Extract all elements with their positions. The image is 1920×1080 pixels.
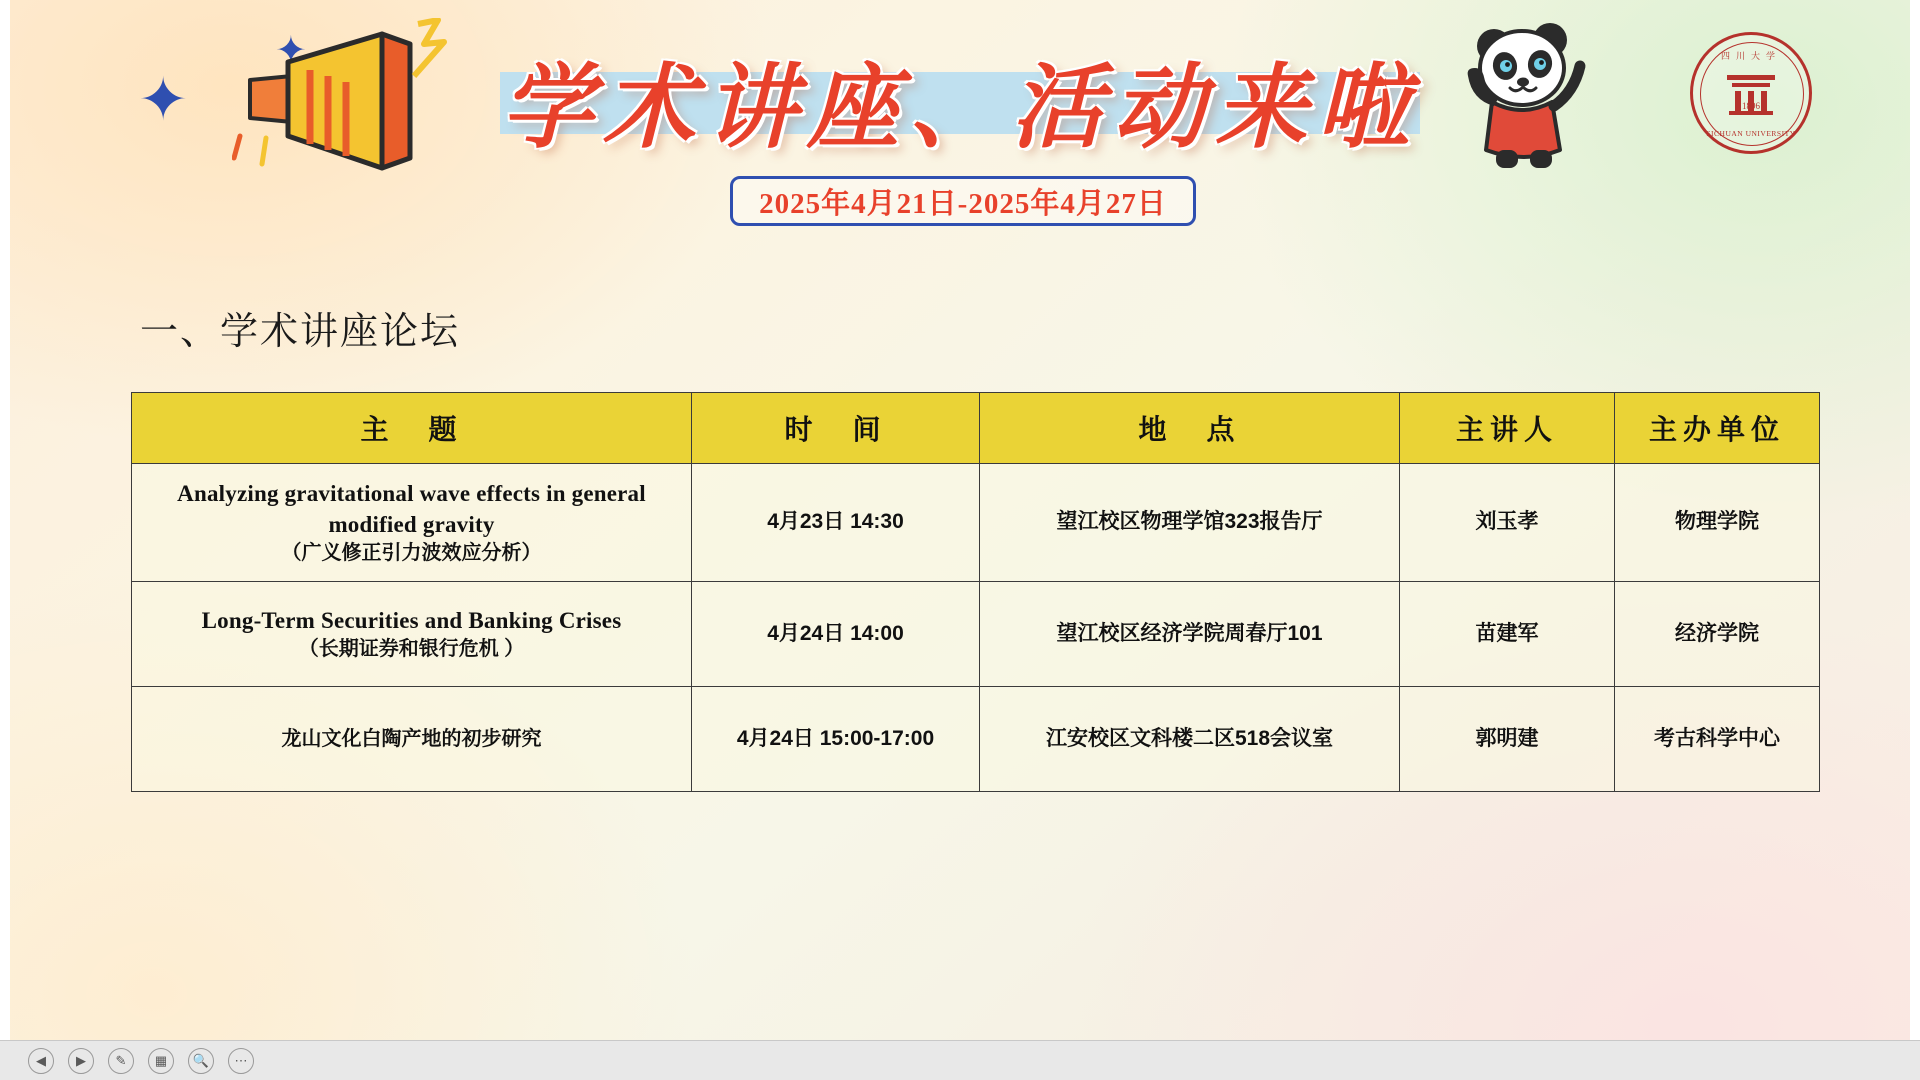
column-header-place: 地 点 <box>980 393 1400 464</box>
date-range-badge <box>730 176 1196 226</box>
cell-speaker: 刘玉孝 <box>1400 464 1615 582</box>
cell-speaker: 郭明建 <box>1400 687 1615 792</box>
schedule-table <box>131 392 1820 792</box>
section-heading: 一、学术讲座论坛 <box>140 311 461 353</box>
table-row <box>132 582 1820 687</box>
left-page-edge <box>0 0 10 1040</box>
sparkle-icon: ✦ <box>275 30 307 72</box>
cell-speaker: 苗建军 <box>1400 582 1615 687</box>
cell-topic <box>132 582 692 687</box>
panda-mascot-icon <box>1450 10 1600 180</box>
cell-place: 望江校区经济学院周春厅101 <box>980 582 1400 687</box>
seal-top-text: 四川大学 <box>1720 51 1781 61</box>
cell-host: 考古科学中心 <box>1615 687 1820 792</box>
next-slide-button[interactable]: ▶ <box>68 1048 94 1074</box>
topic-chinese-text: （长期证券和银行危机 ） <box>298 638 525 661</box>
cell-host: 物理学院 <box>1615 464 1820 582</box>
table-row <box>132 687 1820 792</box>
cell-topic <box>132 687 692 792</box>
column-header-host: 主办单位 <box>1615 393 1820 464</box>
cell-time: 4月23日 14:30 <box>692 464 980 582</box>
zoom-button[interactable]: 🔍 <box>188 1048 214 1074</box>
more-options-button[interactable]: ⋯ <box>228 1048 254 1074</box>
cell-place: 江安校区文科楼二区518会议室 <box>980 687 1400 792</box>
right-page-edge <box>1910 0 1920 1040</box>
megaphone-icon <box>232 18 462 173</box>
topic-english-text: Analyzing gravitational wave effects in general modified gravity <box>177 481 646 538</box>
sparkle-icon: ✦ <box>138 66 189 133</box>
table-row <box>132 464 1820 582</box>
date-range-text: 2025年4月21日-2025年4月27日 <box>759 187 1167 220</box>
topic-chinese-text: （广义修正引力波效应分析） <box>281 542 542 565</box>
schedule-table-wrapper <box>131 392 1819 792</box>
page-title: 学术讲座、活动来啦 <box>500 53 1419 161</box>
university-seal-icon <box>1690 32 1812 154</box>
table-header-row <box>132 393 1820 464</box>
topic-english-text: Long-Term Securities and Banking Crises <box>201 608 622 634</box>
previous-slide-button[interactable]: ◀ <box>28 1048 54 1074</box>
cell-time: 4月24日 15:00-17:00 <box>692 687 980 792</box>
cell-host: 经济学院 <box>1615 582 1820 687</box>
column-header-speaker: 主讲人 <box>1400 393 1615 464</box>
cell-place: 望江校区物理学馆323报告厅 <box>980 464 1400 582</box>
topic-chinese-text: 龙山文化白陶产地的初步研究 <box>281 727 542 750</box>
column-header-time: 时 间 <box>692 393 980 464</box>
column-header-topic: 主 题 <box>132 393 692 464</box>
seal-year-text: 1896 <box>1742 101 1760 111</box>
seal-bottom-text: SICHUAN UNIVERSITY <box>1706 129 1796 138</box>
pen-tool-button[interactable]: ✎ <box>108 1048 134 1074</box>
viewer-toolbar <box>0 1040 1920 1080</box>
cell-topic <box>132 464 692 582</box>
slide-overview-button[interactable]: ▦ <box>148 1048 174 1074</box>
cell-time: 4月24日 14:00 <box>692 582 980 687</box>
